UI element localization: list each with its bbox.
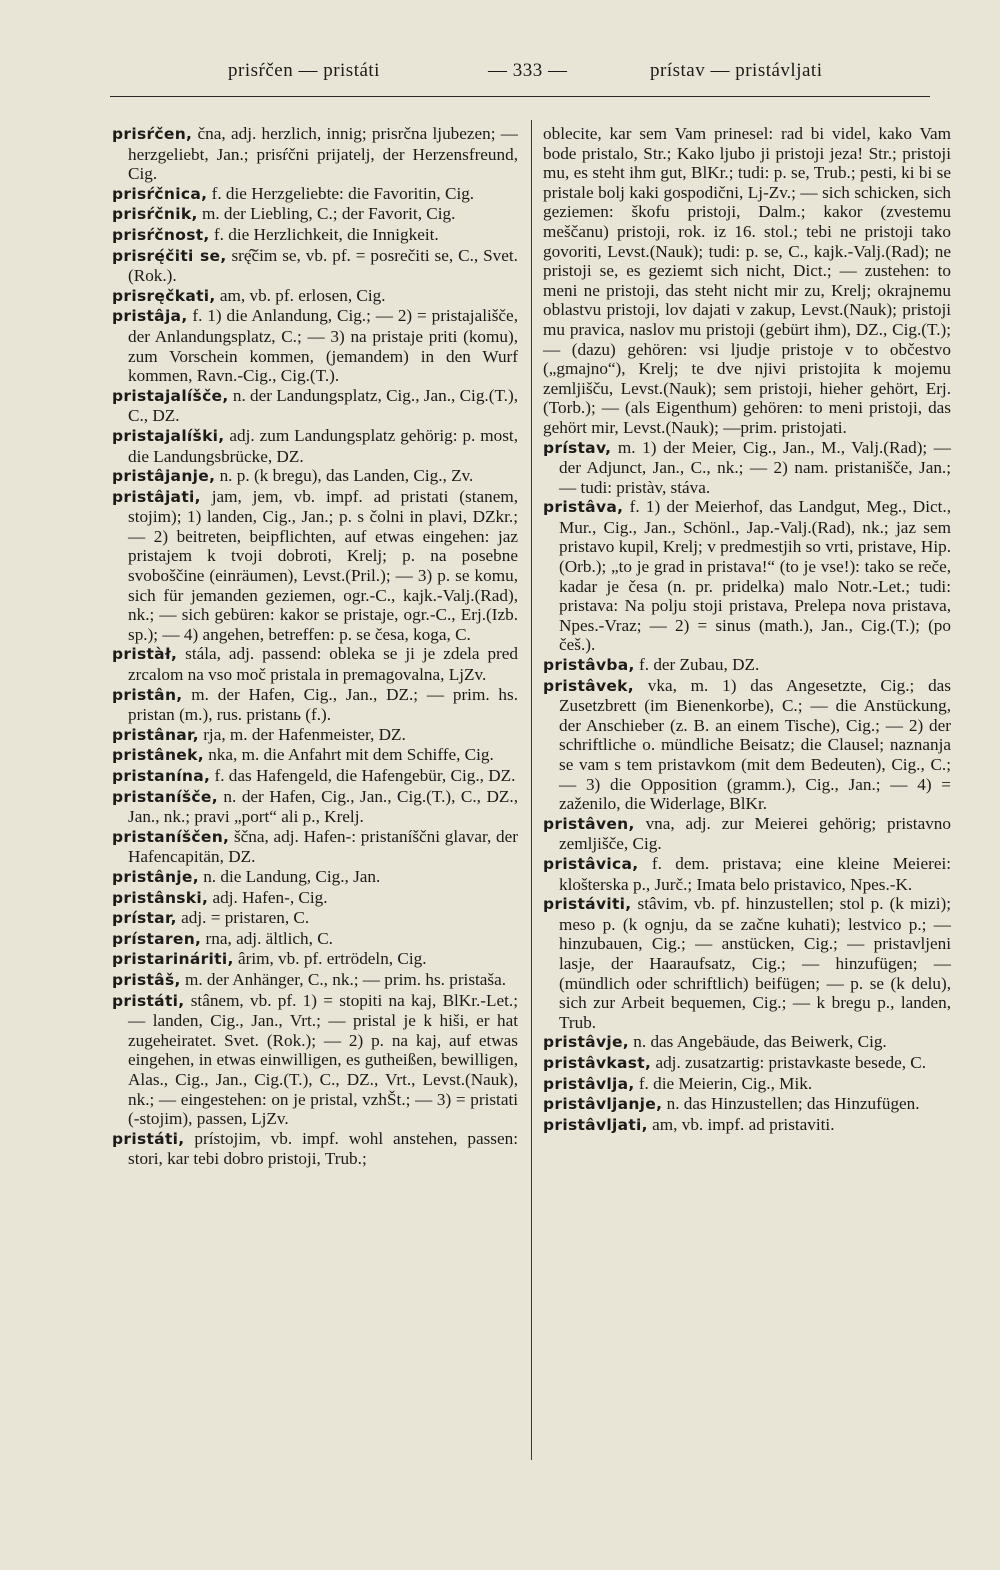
dictionary-entry: [543, 676, 951, 814]
entry-definition: vna, adj. zur Meierei gehörig; pristavno zemljišče, Cig.: [559, 813, 951, 854]
dictionary-entry: [543, 1032, 951, 1053]
dictionary-entry: [112, 644, 518, 684]
dictionary-entry: [543, 1053, 951, 1074]
dictionary-entry: [543, 438, 951, 498]
dictionary-entry: [112, 949, 518, 970]
entry-definition: f. die Herzgeliebte: die Favoritin, Cig.: [207, 183, 475, 203]
dictionary-entry: [112, 685, 518, 725]
entry-definition: čna, adj. herzlich, innig; prisrčna ljubezen; — herzgeliebt, Jan.; prisŕčni prijatelj, der Herzensfreund, Cig.: [128, 124, 518, 184]
entry-definition: n. das Angebäude, das Beiwerk, Cig.: [628, 1032, 887, 1052]
dictionary-entry: [543, 655, 951, 676]
entry-headword: prisŕčnica,: [112, 184, 208, 203]
entry-definition: m. 1) der Meier, Cig., Jan., M., Valj.(Rad); — der Adjunct, Jan., C., nk.; — 2) nam. pristanišče, Jan.; — tudi: pristàv, stáva.: [559, 437, 951, 497]
entry-headword: pristâvljati,: [543, 1115, 648, 1134]
entry-definition: adj. zum Landungsplatz gehörig: p. most, die Landungsbrücke, DZ.: [128, 425, 518, 466]
entry-definition: stála, adj. passend: obleka se ji je zdela pred zrcalom na vso moč pristala in premagovalna, LjZv.: [128, 644, 518, 685]
page-number: — 333 —: [488, 60, 568, 81]
entry-headword: prístav,: [543, 438, 612, 457]
entry-definition: ščna, adj. Hafen-: pristaníščni glavar, der Hafencapitän, DZ.: [128, 826, 518, 867]
entry-definition: m. der Liebling, C.; der Favorit, Cig.: [197, 204, 456, 224]
entry-headword: pristáti,: [112, 991, 185, 1010]
entry-definition: jam, jem, vb. impf. ad pristati (stanem, stojim); 1) landen, Cig., Jan.; p. s čolni in plavi, DZkr.; — 2) beitreten, beipflichten, auf etwas eingehen: jaz pristajem k tvoji dobroti, Krelj; p. na posebne svoboščine (einräumen), Levst.(Pril.); — 3) p. se komu, sich für jemanden geziemen, ogr.-C., kajk.-Valj.(Rad), nk.; — sich gebüren: kakor se pristaje, ogr.-C., Erj.(Izb. sp.); — 4) angehen, betreffen: p. se česa, koga, C.: [128, 486, 518, 644]
dictionary-entry: [112, 929, 518, 950]
dictionary-entry: [543, 854, 951, 894]
entry-definition: nka, m. die Anfahrt mit dem Schiffe, Cig.: [203, 745, 494, 765]
dictionary-entry: [112, 1129, 518, 1169]
entry-headword: pristanína,: [112, 767, 211, 785]
entry-headword: pristajalíšče,: [112, 386, 229, 405]
entry-headword: prisŕčnik,: [112, 205, 198, 224]
entry-headword: pristâvica,: [543, 854, 639, 873]
column-divider: [531, 120, 532, 1460]
dictionary-entry: [112, 246, 518, 286]
entry-headword: pristâvljanje,: [543, 1095, 663, 1114]
entry-headword: pristajalíški,: [112, 426, 225, 445]
entry-headword: pristânek,: [112, 746, 204, 765]
entry-headword: prisrę́čiti se,: [112, 246, 227, 265]
entry-headword: prisŕčen,: [112, 125, 193, 143]
dictionary-entry: [112, 466, 518, 487]
entry-definition: n. das Hinzustellen; das Hinzufügen.: [662, 1094, 920, 1114]
dictionary-entry: [112, 204, 518, 225]
entry-headword: pristânje,: [112, 867, 199, 886]
dictionary-entry: [112, 766, 518, 787]
entry-definition: n. der Hafen, Cig., Jan., Cig.(T.), C., DZ., Jan., nk.; pravi „port“ ali p., Krelj.: [128, 786, 518, 827]
dictionary-entry: [112, 970, 518, 991]
dictionary-entry: [112, 725, 518, 746]
header-rule: [110, 96, 930, 97]
dictionary-entry: [543, 814, 951, 854]
entry-headword: pristâš,: [112, 970, 181, 989]
left-column: [112, 124, 518, 1169]
entry-definition: f. 1) die Anlandung, Cig.; — 2) = pristajališče, der Anlandungsplatz, C.; — 3) na pristaje priti (komu), zum Vorschein kommen, (jemandem) in den Wurf kommen, Ravn.-Cig., Cig.(T.).: [128, 306, 518, 386]
entry-definition: f. die Herzlichkeit, die Innigkeit.: [209, 224, 439, 244]
entry-definition: f. das Hafengeld, die Hafengebür, Cig., DZ.: [210, 766, 516, 785]
entry-definition: m. der Anhänger, C., nk.; — prim. hs. pristaša.: [180, 969, 507, 989]
dictionary-entry: [112, 487, 518, 645]
entry-definition: adj. Hafen-, Cig.: [208, 887, 328, 907]
dictionary-entry: [543, 894, 951, 1032]
entry-headword: prístaren,: [112, 929, 202, 948]
dictionary-entry: [543, 1094, 951, 1115]
entry-definition: vka, m. 1) das Angesetzte, Cig.; das Zusetzbrett (im Bienenkorbe), C.; — die Anstückung, der Anschieber (z. B. an einem Tische), Cig.; — 2) der schriftliche o. mündliche Beisatz; die Clausel; naznanja se vam s tem pristavkom (mit dem Bedeuten), Cig., C.; — 3) die Opposition (gramm.), Cig., Jan.; — 4) = zaženilo, die Widerlage, BlKr.: [559, 675, 951, 814]
entry-headword: pristaníščen,: [112, 827, 230, 846]
entry-headword: prístar,: [112, 909, 177, 928]
dictionary-entry: [112, 888, 518, 909]
dictionary-entry: [112, 426, 518, 466]
entry-headword: pristâvlja,: [543, 1074, 635, 1093]
dictionary-entry: [112, 908, 518, 929]
entry-headword: pristâjanje,: [112, 467, 216, 486]
entry-headword: prisręčkati,: [112, 286, 216, 305]
dictionary-entry: [112, 867, 518, 888]
entry-definition: f. 1) der Meierhof, das Landgut, Meg., Dict., Mur., Cig., Jan., Schönl., Jap.-Valj.(Rad), nk.; jaz sem pristavo kupil, Krelj; v predmestjih so vrti, pristave, Hip.(Orb.); „to je grad in pristava!“ (to je vse!): tako se reče, kadar je česa (n. pr. pridelka) malo Notr.-Let.; tudi: pristava: Na polju stoji pristava, Prelepa nova pristava, Npes.-Vraz; — 2) = sinus (math.), Jan., Cig.(T.); (po češ.).: [559, 497, 951, 655]
right-column: [543, 124, 951, 1135]
dictionary-entry: [112, 286, 518, 307]
entry-headword: pristâjati,: [112, 487, 201, 506]
entry-definition: rja, m. der Hafenmeister, DZ.: [198, 724, 406, 744]
entry-headword: pristâva,: [543, 498, 624, 517]
entry-definition: ârim, vb. pf. ertrödeln, Cig.: [233, 949, 427, 969]
dictionary-entry: [543, 124, 951, 438]
entry-definition: m. der Hafen, Cig., Jan., DZ.; — prim. hs. pristan (m.), rus. pristanь (f.).: [128, 684, 518, 725]
entry-headword: pristânar,: [112, 725, 199, 744]
entry-headword: prisŕčnost,: [112, 225, 210, 244]
entry-definition: f. die Meierin, Cig., Mik.: [634, 1073, 813, 1093]
dictionary-entry: [112, 124, 518, 184]
dictionary-entry: [543, 1115, 951, 1136]
entry-headword: pristân,: [112, 685, 183, 704]
entry-definition: oblecite, kar sem Vam prinesel: rad bi videl, kako Vam bode pristalo, Str.; Kako ljubo ji pristoji jeza! Str.; pristoji mu, es steht ihm gut, BlKr.; tudi: p. se, Trub.; pesti, ki bi se pristale bolj kaki gospodični, Lj-Zv.; — sich schicken, sich geziemen: škofu pristoji, Dalm.; kakor (zvestemu meščanu) pristoji, rok. iz 16. stol.; tebi ne pristoji tako govoriti, Levst.(Nauk); tudi: p. se, C., kajk.-Valj.(Rad); ne pristoji se, es geziemt sich nicht, Dict.; — zustehen: to meni ne pristoji, das steht nicht mir zu, Krelj; okrajnemu oblastvu pristoji, lov dajati v zakup, Levst.(Nauk); pristoji mu pravica, naslov mu pristoji (gebürt ihm), DZ., Cig.(T.); — (dazu) gehören: vsi ljudje pristoje v to občestvo („gmajno“), Krelj; te dve njivi pristojita k mojemu zemljišču, Levst.(Nauk); sem pristoji, hieher gehört, Erj.(Torb.); — (als Eigenthum) gehören: to meni pristoji, das gehört mir, Levst.(Nauk); —prim. pristojati.: [543, 124, 951, 437]
entry-headword: pristáti,: [112, 1129, 185, 1148]
entry-definition: adj. zusatzartig: pristavkaste besede, C.: [651, 1052, 927, 1072]
dictionary-entry: [112, 745, 518, 766]
entry-headword: pristâvek,: [543, 676, 634, 695]
entry-definition: n. p. (k bregu), das Landen, Cig., Zv.: [215, 466, 474, 486]
dictionary-entry: [112, 991, 518, 1129]
entry-definition: n. der Landungsplatz, Cig., Jan., Cig.(T.), C., DZ.: [128, 385, 518, 426]
entry-headword: pristâvba,: [543, 656, 635, 675]
dictionary-entry: [112, 306, 518, 385]
entry-definition: adj. = pristaren, C.: [176, 908, 310, 928]
entry-headword: pristáviti,: [543, 895, 632, 914]
entry-definition: stâvim, vb. pf. hinzustellen; stol p. (k mizi); meso p. (k ognju, da se začne kuhati); lestvico p.; — hinzubauen, Cig.; — anstücken, Cig.; — pristavljeni lasje, der Haaraufsatz, Cig.; — hinzufügen; — (mündlich oder schriftlich) beifügen; — p. se (k delu), sich zur Arbeit bequemen, Cig.; — k bregu p., landen, Trub.: [559, 894, 951, 1032]
entry-definition: am, vb. pf. erlosen, Cig.: [215, 285, 386, 305]
header-right-guide: prístav — pristávljati: [650, 60, 823, 81]
header-left-guide: prisŕčen — pristáti: [228, 60, 380, 81]
dictionary-entry: [112, 184, 518, 205]
entry-headword: pristâvkast,: [543, 1053, 652, 1072]
dictionary-entry: [543, 497, 951, 655]
entry-headword: pristaníšče,: [112, 787, 218, 806]
entry-headword: pristânski,: [112, 888, 209, 907]
entry-definition: f. der Zubau, DZ.: [634, 655, 760, 675]
entry-definition: n. die Landung, Cig., Jan.: [198, 866, 381, 886]
entry-headword: pristâven,: [543, 814, 635, 833]
entry-headword: pristàł,: [112, 645, 178, 664]
entry-headword: pristarináriti,: [112, 950, 234, 969]
entry-definition: f. dem. pristava; eine kleine Meierei: klošterska p., Jurč.; Imata belo pristavico, Npes.-K.: [559, 853, 951, 894]
entry-definition: rna, adj. ältlich, C.: [201, 928, 333, 948]
entry-definition: stânem, vb. pf. 1) = stopiti na kaj, BlKr.-Let.; — landen, Cig., Jan., Vrt.; — pristal je k hiši, er hat zugeheiratet. Svet. (Rok.); — 2) p. na kaj, auf etwas eingehen, in etwas einwilligen, es gutheißen, bewilligen, Alas., Cig., Jan., Cig.(T.), C., DZ., Vrt., Levst.(Nauk), nk.; — eingestehen: on je pristal, vzhŠt.; — 3) = pristati (-stojim), passen, LjZv.: [128, 990, 518, 1129]
dictionary-entry: [112, 225, 518, 246]
dictionary-entry: [112, 827, 518, 867]
dictionary-entry: [112, 787, 518, 827]
entry-definition: srę̂čim se, vb. pf. = posrečiti se, C., Svet.(Rok.).: [128, 245, 518, 286]
entry-definition: am, vb. impf. ad pristaviti.: [647, 1114, 835, 1134]
dictionary-entry: [543, 1074, 951, 1095]
running-header: [110, 60, 930, 90]
dictionary-entry: [112, 386, 518, 426]
entry-headword: pristâja,: [112, 307, 188, 326]
entry-definition: prístojim, vb. impf. wohl anstehen, passen: stori, kar tebi dobro pristoji, Trub.;: [128, 1128, 518, 1169]
entry-headword: pristâvje,: [543, 1033, 629, 1052]
